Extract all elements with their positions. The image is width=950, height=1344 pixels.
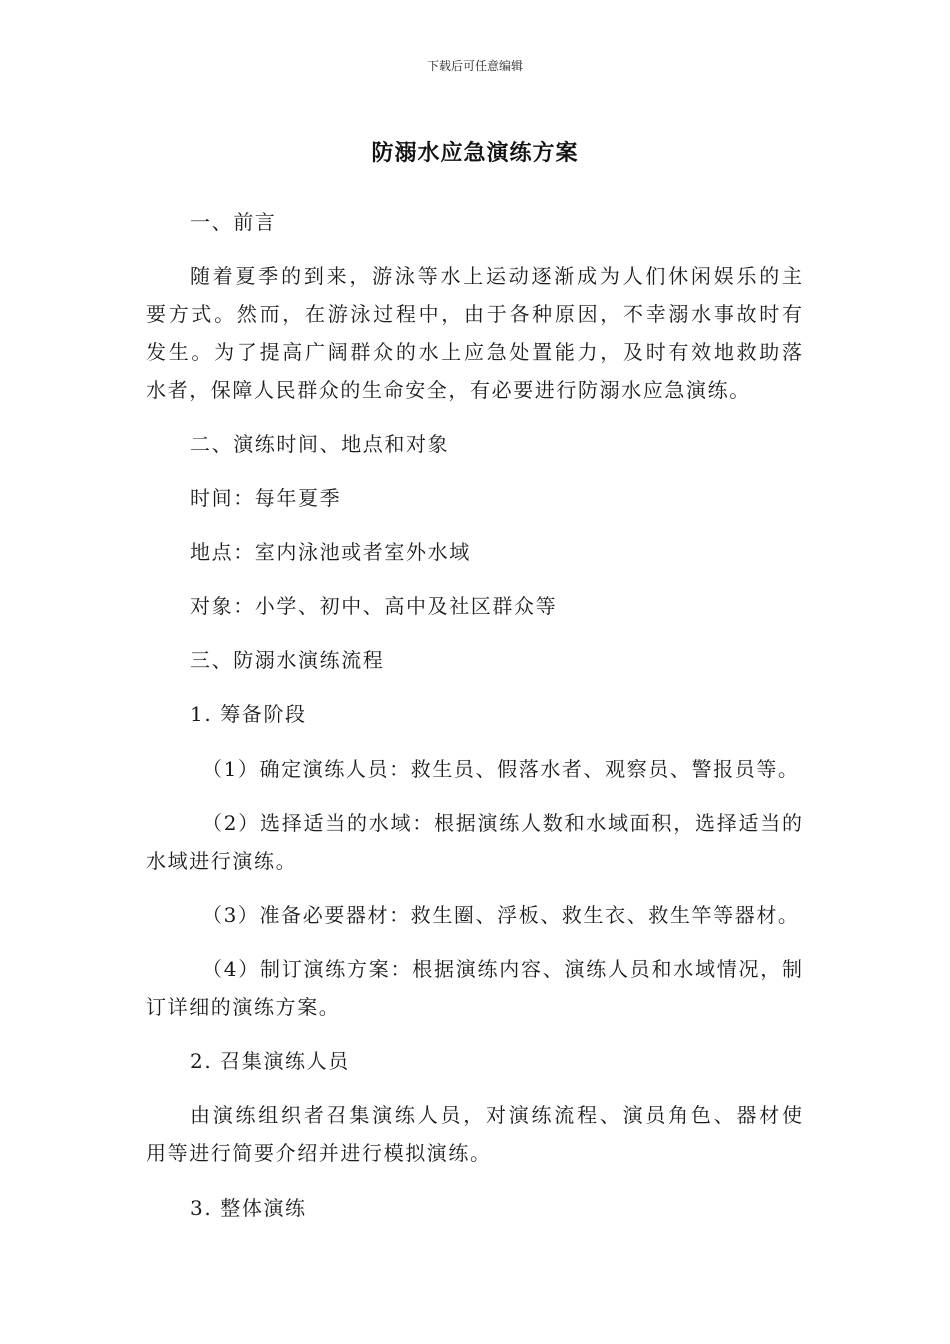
detail-audience: 对象：小学、初中、高中及社区群众等	[190, 594, 558, 618]
section-heading-time-place: 二、演练时间、地点和对象	[190, 432, 450, 456]
subsection-heading: 1. 筹备阶段	[190, 702, 307, 726]
detail-place: 地点：室内泳池或者室外水域	[190, 540, 471, 564]
list-item: （4）制订演练方案：根据演练内容、演练人员和水域情况，制	[202, 957, 802, 981]
subsection-heading: 3. 整体演练	[190, 1196, 307, 1220]
paragraph-line: 随着夏季的到来，游泳等水上运动逐渐成为人们休闲娱乐的主	[190, 264, 802, 288]
list-item: （3）准备必要器材：救生圈、浮板、救生衣、救生竿等器材。	[202, 903, 800, 927]
section-heading-process: 三、防溺水演练流程	[190, 648, 385, 672]
paragraph-line: 用等进行简要介绍并进行模拟演练。	[146, 1141, 492, 1165]
paragraph-line: 要方式。然而，在游泳过程中，由于各种原因，不幸溺水事故时有	[146, 302, 802, 326]
paragraph-line: 水者，保障人民群众的生命安全，有必要进行防溺水应急演练。	[146, 378, 751, 402]
paragraph-line: 由演练组织者召集演练人员，对演练流程、演员角色、器材使	[190, 1103, 802, 1127]
section-heading-preface: 一、前言	[190, 210, 277, 234]
subsection-heading: 2. 召集演练人员	[190, 1049, 350, 1073]
list-item-continuation: 水域进行演练。	[146, 849, 298, 873]
paragraph-line: 发生。为了提高广阔群众的水上应急处置能力，及时有效地救助落	[146, 340, 802, 364]
detail-time: 时间：每年夏季	[190, 486, 342, 510]
header-note: 下载后可任意编辑	[426, 59, 523, 73]
list-item: （1）确定演练人员：救生员、假落水者、观察员、警报员等。	[202, 757, 800, 781]
list-item-continuation: 订详细的演练方案。	[146, 995, 341, 1019]
document-title: 防溺水应急演练方案	[371, 141, 579, 166]
list-item: （2）选择适当的水域：根据演练人数和水域面积，选择适当的	[202, 811, 802, 835]
